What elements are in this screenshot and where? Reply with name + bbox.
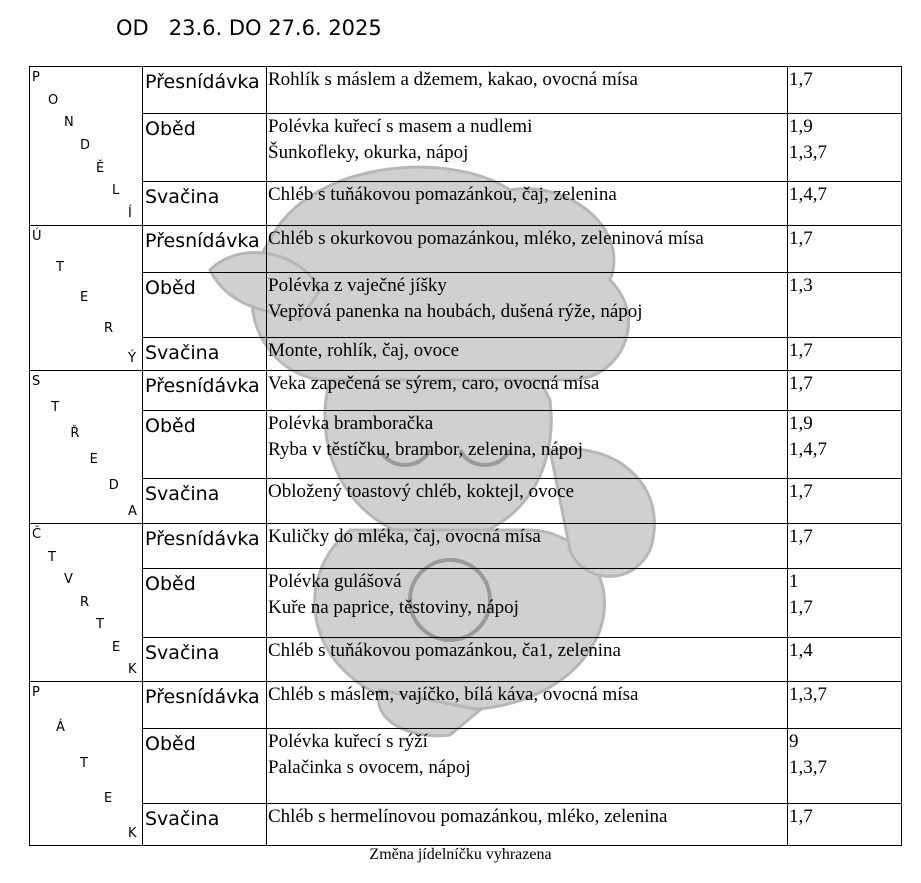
day-letter: Č <box>32 527 42 542</box>
dish-cell <box>267 569 788 637</box>
day-letter: Á <box>56 720 65 736</box>
dish-line: Polévka bramboračka <box>268 413 434 435</box>
meal-label: Svačina <box>143 337 267 370</box>
day-cell-pondeli <box>30 67 143 226</box>
menu-row-utery-1 <box>30 273 902 337</box>
meal-label: Svačina <box>143 478 267 523</box>
allergen-cell <box>788 226 902 273</box>
day-cell-ctvrtek <box>30 524 143 682</box>
menu-row-patek-2 <box>30 803 902 845</box>
day-cell-streda <box>30 371 143 524</box>
meal-label: Svačina <box>143 803 267 845</box>
meal-label: Oběd <box>143 273 267 337</box>
dish-cell <box>267 273 788 337</box>
dish-line: Chléb s máslem, vajíčko, bílá káva, ovocná mísa <box>268 684 639 705</box>
day-letter: S <box>32 374 41 389</box>
dish-cell <box>267 637 788 681</box>
day-letter: A <box>128 504 137 519</box>
dish-cell <box>267 67 788 114</box>
day-letter: Ř <box>70 426 80 441</box>
allergen-code: 1,4,7 <box>789 183 827 205</box>
allergen-code: 1,7 <box>789 69 813 90</box>
allergen-cell <box>788 682 902 729</box>
day-letter: Ý <box>128 351 136 366</box>
allergen-code: 1,7 <box>789 597 813 619</box>
meal-label: Přesnídávka <box>143 226 267 273</box>
meal-label: Přesnídávka <box>143 371 267 411</box>
day-letter: T <box>51 400 60 415</box>
allergen-code: 9 <box>789 731 799 753</box>
allergen-cell <box>788 273 902 337</box>
dish-cell <box>267 371 788 411</box>
menu-row-streda-0 <box>30 371 902 411</box>
allergen-code: 1,7 <box>789 805 813 827</box>
allergen-code: 1,3,7 <box>789 757 827 779</box>
allergen-cell <box>788 569 902 637</box>
menu-row-patek-1 <box>30 729 902 803</box>
meal-label: Svačina <box>143 181 267 225</box>
day-letter: D <box>80 138 91 153</box>
day-letter: E <box>89 452 98 467</box>
day-letter: P <box>32 70 40 85</box>
menu-row-pondeli-1 <box>30 114 902 181</box>
meal-label: Oběd <box>143 114 267 181</box>
allergen-cell <box>788 803 902 845</box>
allergen-code: 1,7 <box>789 339 813 361</box>
menu-row-streda-1 <box>30 411 902 478</box>
dish-line: Chléb s hermelínovou pomazánkou, mléko, zelenina <box>268 805 668 827</box>
day-letter: E <box>80 290 89 305</box>
day-letter: Í <box>128 206 132 221</box>
meal-label: Svačina <box>143 637 267 681</box>
dish-line: Obložený toastový chléb, koktejl, ovoce <box>268 480 575 502</box>
allergen-code: 1,7 <box>789 228 813 249</box>
dish-cell <box>267 226 788 273</box>
day-letter: L <box>112 183 120 199</box>
menu-date-range: OD 23.6. DO 27.6. 2025 <box>116 16 382 40</box>
dish-line: Monte, rohlík, čaj, ovoce <box>268 339 460 361</box>
dish-cell <box>267 337 788 370</box>
menu-row-pondeli-0 <box>30 67 902 114</box>
allergen-code: 1,3,7 <box>789 684 827 705</box>
day-letter: R <box>104 320 114 336</box>
day-letter: T <box>96 617 104 632</box>
menu-row-ctvrtek-1 <box>30 569 902 637</box>
day-letter: P <box>32 685 40 700</box>
allergen-code: 1,3 <box>789 275 813 297</box>
allergen-cell <box>788 67 902 114</box>
allergen-code: 1,4 <box>789 639 813 661</box>
allergen-cell <box>788 524 902 569</box>
dish-cell <box>267 114 788 181</box>
menu-row-utery-2 <box>30 337 902 370</box>
meal-label: Přesnídávka <box>143 682 267 729</box>
meal-label: Oběd <box>143 569 267 637</box>
menu-row-ctvrtek-0 <box>30 524 902 569</box>
dish-line: Chléb s tuňákovou pomazánkou, čaj, zelenina <box>268 183 617 205</box>
allergen-code: 1,9 <box>789 116 813 138</box>
day-letter: V <box>64 572 73 587</box>
allergen-code: 1 <box>789 571 799 593</box>
allergen-cell <box>788 729 902 803</box>
dish-cell <box>267 803 788 845</box>
allergen-cell <box>788 337 902 370</box>
menu-row-patek-0 <box>30 682 902 729</box>
dish-line: Kuře na paprice, těstoviny, nápoj <box>268 597 519 619</box>
allergen-code: 1,9 <box>789 413 813 435</box>
menu-row-pondeli-2 <box>30 181 902 225</box>
day-letter: Ú <box>32 229 42 244</box>
menu-footer-note: Změna jídelníčku vyhrazena <box>369 846 552 863</box>
dish-line: Polévka z vaječné jíšky <box>268 275 447 297</box>
day-letter: K <box>128 826 137 841</box>
weekly-menu-table <box>29 66 902 846</box>
dish-line: Polévka gulášová <box>268 571 402 593</box>
day-cell-utery <box>30 226 143 371</box>
dish-cell <box>267 682 788 729</box>
meal-label: Přesnídávka <box>143 67 267 114</box>
dish-line: Ryba v těstíčku, brambor, zelenina, nápoj <box>268 439 584 461</box>
day-letter: T <box>80 755 88 771</box>
dish-line: Chléb s tuňákovou pomazánkou, ča1, zelenina <box>268 639 621 661</box>
day-letter: O <box>48 92 59 108</box>
day-cell-patek <box>30 682 143 846</box>
menu-row-ctvrtek-2 <box>30 637 902 681</box>
dish-line: Veka zapečená se sýrem, caro, ovocná mísa <box>268 373 600 394</box>
meal-label: Oběd <box>143 411 267 478</box>
day-letter: Ě <box>96 160 105 176</box>
allergen-cell <box>788 478 902 523</box>
allergen-code: 1,7 <box>789 526 813 547</box>
day-letter: E <box>104 790 113 806</box>
dish-cell <box>267 411 788 478</box>
dish-cell <box>267 524 788 569</box>
day-letter: E <box>112 639 121 655</box>
day-letter: T <box>56 259 64 275</box>
day-letter: N <box>64 115 74 131</box>
dish-line: Kuličky do mléka, čaj, ovocná mísa <box>268 526 541 547</box>
dish-line: Vepřová panenka na houbách, dušená rýže, nápoj <box>268 301 643 323</box>
day-letter: R <box>80 594 90 610</box>
allergen-code: 1,7 <box>789 480 813 502</box>
menu-row-utery-0 <box>30 226 902 273</box>
day-letter: K <box>128 662 137 677</box>
allergen-cell <box>788 637 902 681</box>
day-letter: T <box>48 549 56 565</box>
meal-label: Oběd <box>143 729 267 803</box>
day-letter: D <box>108 478 119 493</box>
dish-line: Chléb s okurkovou pomazánkou, mléko, zeleninová mísa <box>268 228 704 249</box>
dish-line: Polévka kuřecí s masem a nudlemi <box>268 116 533 138</box>
menu-row-streda-2 <box>30 478 902 523</box>
meal-label: Přesnídávka <box>143 524 267 569</box>
allergen-code: 1,3,7 <box>789 142 827 164</box>
allergen-cell <box>788 371 902 411</box>
dish-line: Rohlík s máslem a džemem, kakao, ovocná mísa <box>268 69 638 90</box>
dish-cell <box>267 478 788 523</box>
allergen-cell <box>788 114 902 181</box>
allergen-code: 1,4,7 <box>789 439 827 461</box>
allergen-code: 1,7 <box>789 373 813 394</box>
allergen-cell <box>788 181 902 225</box>
dish-cell <box>267 181 788 225</box>
dish-line: Palačinka s ovocem, nápoj <box>268 757 471 779</box>
allergen-cell <box>788 411 902 478</box>
dish-line: Polévka kuřecí s rýží <box>268 731 428 753</box>
dish-cell <box>267 729 788 803</box>
dish-line: Šunkofleky, okurka, nápoj <box>268 142 469 164</box>
